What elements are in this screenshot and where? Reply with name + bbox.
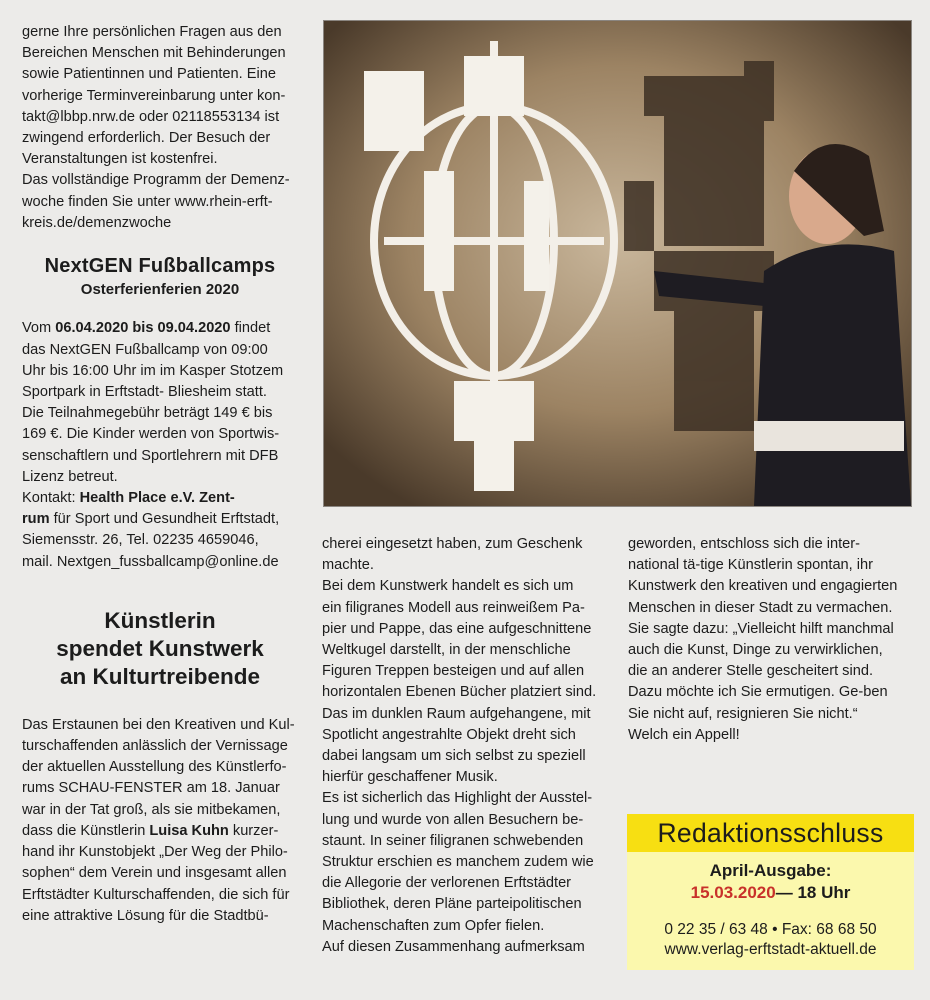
- text-line: Spotlicht angestrahlte Objekt dreht sich: [322, 726, 576, 743]
- text-line: hierfür geschaffener Musik.: [322, 769, 498, 786]
- text-line: horizontalen Ebenen Bücher platziert sind.: [322, 684, 597, 701]
- artist-name: Luisa Kuhn: [149, 822, 229, 839]
- deadline-time: — 18 Uhr: [775, 883, 851, 902]
- deadline-box: [627, 814, 914, 970]
- football-camp-text: [22, 318, 298, 572]
- football-camp-subheading: Osterferienferien 2020: [80, 281, 240, 299]
- text-line: rums SCHAU-FENSTER am 18. Januar: [22, 780, 280, 797]
- text-line: vorherige Terminvereinbarung unter kon-: [22, 87, 286, 104]
- article-heading: [22, 607, 298, 691]
- deadline-date-row: [627, 882, 914, 904]
- text-line: Figuren Treppen besteigen und auf allen: [322, 663, 585, 680]
- text-line: [22, 509, 298, 530]
- text-span: dass die Künstlerin: [22, 822, 150, 839]
- text-line: Veranstaltungen ist kostenfrei.: [22, 151, 218, 168]
- deadline-date: 15.03.2020: [690, 883, 776, 902]
- text-line: Lizenz betreut.: [22, 468, 118, 485]
- text-line: Bei dem Kunstwerk handelt es sich um: [322, 578, 574, 595]
- text-line: Bibliothek, deren Pläne parteipolitischen: [322, 896, 582, 913]
- text-line: eine attraktive Lösung für die Stadtbü-: [22, 907, 269, 924]
- text-line: cherei eingesetzt haben, zum Geschenk: [322, 536, 583, 552]
- text-line: Das im dunklen Raum aufgehangene, mit: [322, 705, 591, 722]
- football-camp-heading: NextGEN Fußballcamps: [44, 255, 276, 278]
- text-line: der aktuellen Ausstellung des Künstlerfo-: [22, 759, 287, 776]
- contact-org: Health Place e.V. Zent-: [79, 490, 235, 507]
- text-line: Uhr bis 16:00 Uhr im im Kasper Stotzem: [22, 362, 284, 379]
- text-line: staunt. In seiner filigranen schwebenden: [322, 832, 584, 849]
- text-line: Erftstädter Kulturschaffenden, die sich für: [22, 886, 290, 903]
- text-line: woche finden Sie unter www.rhein-erft-: [22, 193, 273, 210]
- column-middle: [322, 534, 604, 958]
- text-span: Vom: [22, 320, 56, 337]
- text-line: turschaffenden anlässlich der Vernissage: [22, 738, 288, 755]
- text-line: Sportpark in Erftstadt- Bliesheim statt.: [22, 384, 267, 401]
- text-line: Auf diesen Zusammenhang aufmerksam: [322, 938, 585, 955]
- camp-dates: 06.04.2020 bis 09.04.2020: [55, 320, 231, 337]
- text-line: Bereichen Menschen mit Behinderungen: [22, 45, 286, 62]
- text-line: pier und Pappe, das eine aufgeschnittene: [322, 620, 592, 637]
- text-span: für Sport und Gesundheit Erftstadt,: [49, 511, 280, 528]
- text-line: Sie sagte dazu: „Vielleicht hilft manchmal: [628, 620, 894, 637]
- text-line: takt@lbbp.nrw.de oder 02118553134 ist: [22, 108, 280, 125]
- text-line: hand ihr Kunstobjekt „Der Weg der Philo-: [22, 844, 288, 861]
- text-line: [22, 318, 298, 339]
- text-line: Es ist sicherlich das Highlight der Ausstel-: [322, 790, 593, 807]
- column-left: [22, 22, 298, 927]
- text-span: kurzer-: [228, 822, 279, 839]
- text-line: national tä-tige Künstlerin spontan, ihr: [628, 557, 874, 574]
- text-line: Menschen in dieser Stadt zu vermachen.: [628, 599, 893, 616]
- contact-org: rum: [22, 511, 50, 528]
- text-line: dabei langsam um sich selbst zu speziell: [322, 748, 586, 765]
- deadline-website: www.verlag-erftstadt-aktuell.de: [664, 941, 877, 958]
- text-line: Die Teilnahmegebühr beträgt 149 € bis: [22, 405, 273, 422]
- text-line: kreis.de/demenzwoche: [22, 214, 172, 231]
- text-line: [22, 821, 298, 842]
- artwork-photo-image: [324, 21, 911, 506]
- text-line: Dazu möchte ich Sie ermutigen. Ge-ben: [628, 684, 888, 701]
- text-line: Kunstwerk den kreativen und engagierten: [628, 578, 898, 595]
- text-line: mail. Nextgen_fussballcamp@online.de: [22, 553, 279, 570]
- text-line: Weltkugel darstellt, in der menschliche: [322, 642, 571, 659]
- text-line: Sie nicht auf, resignieren Sie nicht.“: [628, 705, 858, 722]
- contact-label: Kontakt:: [22, 490, 80, 507]
- deadline-phone-fax: 0 22 35 / 63 48 • Fax: 68 68 50: [664, 921, 877, 938]
- artwork-photo: [323, 20, 912, 507]
- text-line: 169 €. Die Kinder werden von Sportwis-: [22, 426, 280, 443]
- deadline-title: Redaktionsschluss: [627, 814, 914, 852]
- text-line: Das Erstaunen bei den Kreativen und Kul-: [22, 716, 295, 733]
- deadline-issue: April-Ausgabe:: [709, 861, 832, 880]
- text-line: [22, 488, 298, 509]
- column-right: [628, 534, 914, 746]
- text-line: sowie Patientinnen und Patienten. Eine: [22, 66, 276, 83]
- text-line: geworden, entschloss sich die inter-: [628, 536, 860, 552]
- text-line: war in der Tat groß, als sie mitbekamen,: [22, 801, 281, 818]
- heading-line: Künstlerin: [104, 607, 216, 633]
- heading-line: an Kulturtreibende: [59, 663, 261, 689]
- text-span: findet: [230, 320, 271, 337]
- text-line: zwingend erforderlich. Der Besuch der: [22, 130, 271, 147]
- intro-text: [22, 22, 298, 234]
- article-text-start: [22, 715, 298, 927]
- text-line: Machenschaften zum Opfer fielen.: [322, 917, 545, 934]
- text-line: die an anderer Stelle gescheitert sind.: [628, 663, 874, 680]
- text-line: Das vollständige Programm der Demenz-: [22, 172, 290, 189]
- text-line: lung und wurde von allen Besuchern be-: [322, 811, 584, 828]
- text-line: gerne Ihre persönlichen Fragen aus den: [22, 24, 282, 40]
- text-line: Welch ein Appell!: [628, 726, 740, 743]
- text-line: auch die Kunst, Dinge zu verwirklichen,: [628, 642, 883, 659]
- text-line: machte.: [322, 557, 374, 574]
- text-line: senschaftlern und Sportlehrern mit DFB: [22, 447, 279, 464]
- heading-line: spendet Kunstwerk: [56, 635, 264, 661]
- text-line: Siemensstr. 26, Tel. 02235 4659046,: [22, 532, 259, 549]
- text-line: das NextGEN Fußballcamp von 09:00: [22, 341, 268, 358]
- text-line: ein filigranes Modell aus reinweißem Pa-: [322, 599, 585, 616]
- text-line: Struktur erschien es manchem zudem wie: [322, 854, 594, 871]
- text-line: sophen“ dem Verein und insgesamt allen: [22, 865, 287, 882]
- text-line: die Allegorie der verlorenen Erftstädter: [322, 875, 572, 892]
